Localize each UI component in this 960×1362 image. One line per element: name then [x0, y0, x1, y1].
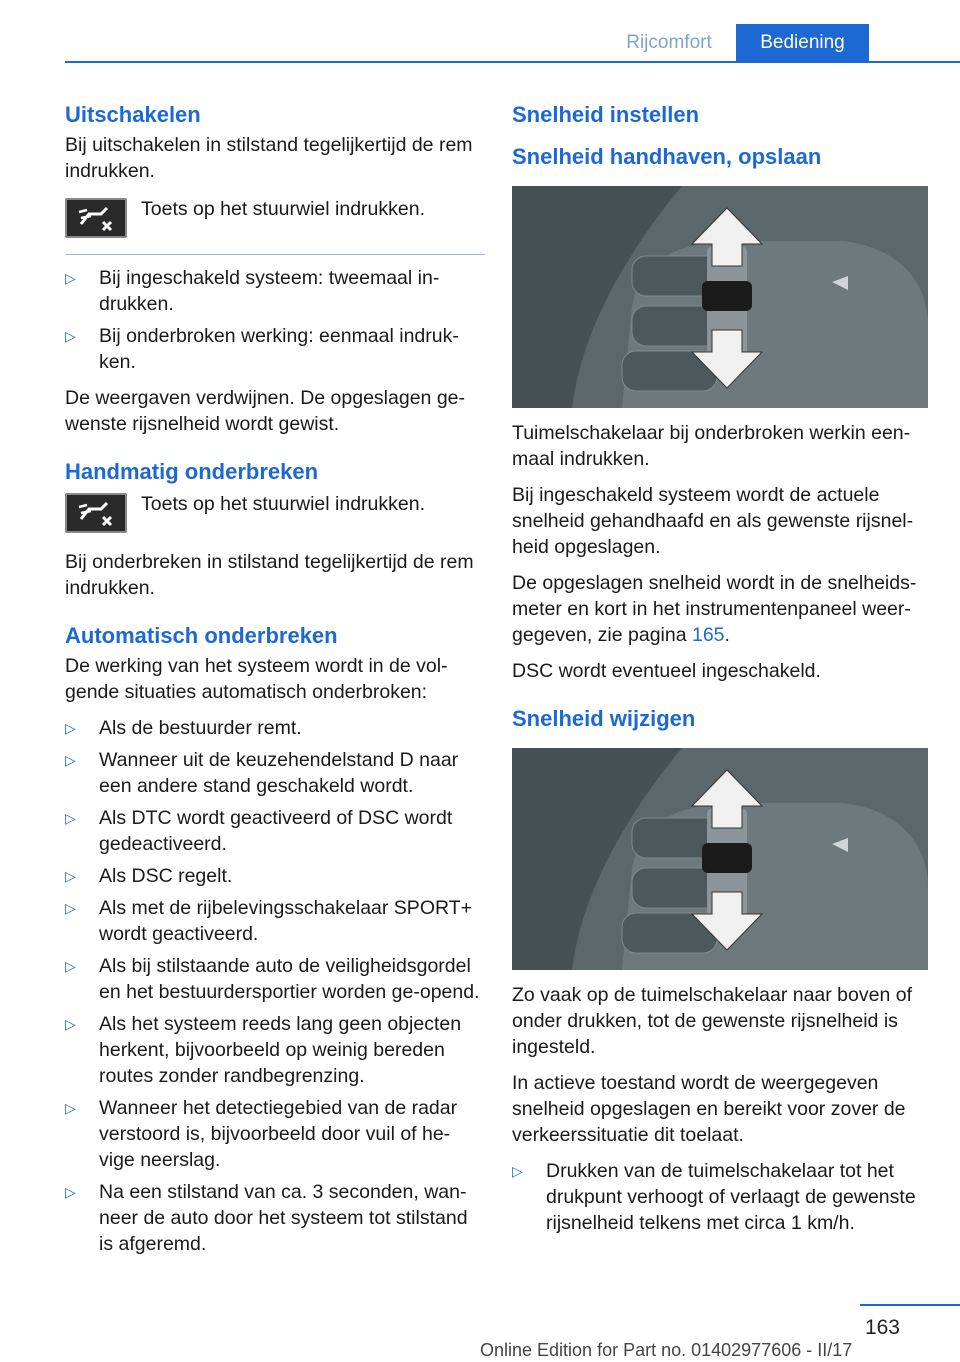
list-item: ▷ Als DSC regelt.	[65, 865, 233, 887]
list-r3	[512, 1158, 932, 1236]
triangle-bullet-icon: ▷	[65, 868, 76, 884]
steering-wheel-photo	[512, 186, 928, 408]
button-instruction	[65, 489, 485, 535]
cruise-control-button-icon	[65, 198, 127, 238]
header-rule	[65, 61, 960, 63]
list-item: ▷ Wanneer uit de keuzehendelstand D naar een andere stand geschakeld wordt.	[65, 749, 459, 797]
triangle-bullet-icon: ▷	[65, 270, 76, 286]
steering-wheel-photo	[512, 748, 928, 970]
paragraph: DSC wordt eventueel ingeschakeld.	[512, 660, 821, 682]
list-item: ▷ Als de bestuurder remt.	[65, 717, 302, 739]
paragraph: De opgeslagen snelheid wordt in de snelheids-meter en kort in het instrumentenpaneel weer-gegeven, zie pagina 165.	[512, 572, 917, 646]
list-item: ▷ Als met de rijbelevingsschakelaar SPORT+ wordt geactiveerd.	[65, 897, 473, 945]
heading-automatisch-onderbreken: Automatisch onderbreken	[65, 623, 338, 648]
button-instruction-text: Toets op het stuurwiel indrukken.	[141, 198, 425, 220]
header-tab-bediening[interactable]: Bediening	[736, 24, 869, 61]
page-link[interactable]: 165	[691, 624, 725, 646]
cruise-control-button-icon	[65, 493, 127, 533]
paragraph: Tuimelschakelaar bij onderbroken werkin een-maal indrukken.	[512, 422, 911, 470]
paragraph: Zo vaak op de tuimelschakelaar naar boven of onder drukken, tot de gewenste rijsnelheid is ingesteld.	[512, 984, 912, 1058]
heading-snelheid-handhaven: Snelheid handhaven, opslaan	[512, 144, 822, 169]
list-item: ▷ Wanneer het detectiegebied van de radar verstoord is, bijvoorbeeld door vuil of he-vige neerslag.	[65, 1097, 458, 1171]
left-column	[65, 100, 485, 1267]
list-item: ▷ Bij onderbroken werking: eenmaal indruk-ken.	[65, 325, 459, 373]
triangle-bullet-icon: ▷	[65, 720, 76, 736]
heading-handmatig-onderbreken: Handmatig onderbreken	[65, 459, 319, 484]
heading-uitschakelen: Uitschakelen	[65, 102, 201, 127]
triangle-bullet-icon: ▷	[65, 328, 76, 344]
list-item: ▷ Bij ingeschakeld systeem: tweemaal in-drukken.	[65, 267, 440, 315]
triangle-bullet-icon: ▷	[65, 752, 76, 768]
triangle-bullet-icon: ▷	[512, 1163, 523, 1179]
heading-snelheid-wijzigen: Snelheid wijzigen	[512, 706, 696, 731]
paragraph: De weergaven verdwijnen. De opgeslagen ge-wenste rijsnelheid wordt gewist.	[65, 387, 465, 435]
separator	[65, 254, 485, 255]
triangle-bullet-icon: ▷	[65, 1100, 76, 1116]
triangle-bullet-icon: ▷	[65, 900, 76, 916]
list-item: ▷ Als bij stilstaande auto de veiligheidsgordel en het bestuurdersportier worden ge-opend.	[65, 955, 480, 1003]
header-tab-rijcomfort[interactable]: Rijcomfort	[626, 32, 712, 53]
list-item: ▷ Als DTC wordt geactiveerd of DSC wordt gedeactiveerd.	[65, 807, 453, 855]
footer-rule	[860, 1304, 960, 1306]
paragraph: Bij ingeschakeld systeem wordt de actuele snelheid gehandhaafd en als gewenste rijsnel-heid opgeslagen.	[512, 484, 914, 558]
paragraph: Bij uitschakelen in stilstand tegelijkertijd de rem indrukken.	[65, 134, 473, 182]
heading-snelheid-instellen: Snelheid instellen	[512, 102, 700, 127]
paragraph: In actieve toestand wordt de weergegeven snelheid opgeslagen en bereikt voor zover de verkeerssituatie dit toelaat.	[512, 1072, 906, 1146]
list-item: ▷ Als het systeem reeds lang geen objecten herkent, bijvoorbeeld op weinig bereden routes zonder randbegrenzing.	[65, 1013, 462, 1087]
list-item: ▷ Na een stilstand van ca. 3 seconden, wan-neer de auto door het systeem tot stilstand is afgeremd.	[65, 1181, 468, 1255]
list-item: ▷ Drukken van de tuimelschakelaar tot het drukpunt verhoogt of verlaagt de gewenste rijsnelheid telkens met circa 1 km/h.	[512, 1160, 916, 1234]
triangle-bullet-icon: ▷	[65, 810, 76, 826]
triangle-bullet-icon: ▷	[65, 1184, 76, 1200]
paragraph: De werking van het systeem wordt in de vol-gende situaties automatisch onderbroken:	[65, 655, 448, 703]
triangle-bullet-icon: ▷	[65, 958, 76, 974]
button-instruction-text: Toets op het stuurwiel indrukken.	[141, 493, 425, 515]
list-s1	[65, 265, 485, 375]
right-column	[512, 100, 932, 1246]
list-s3	[65, 715, 485, 1257]
edition-label: Online Edition for Part no. 01402977606 - II/17	[480, 1340, 853, 1360]
page-number: 163	[864, 1316, 900, 1339]
paragraph: Bij onderbreken in stilstand tegelijkertijd de rem indrukken.	[65, 551, 474, 599]
triangle-bullet-icon: ▷	[65, 1016, 76, 1032]
button-instruction	[65, 194, 485, 240]
